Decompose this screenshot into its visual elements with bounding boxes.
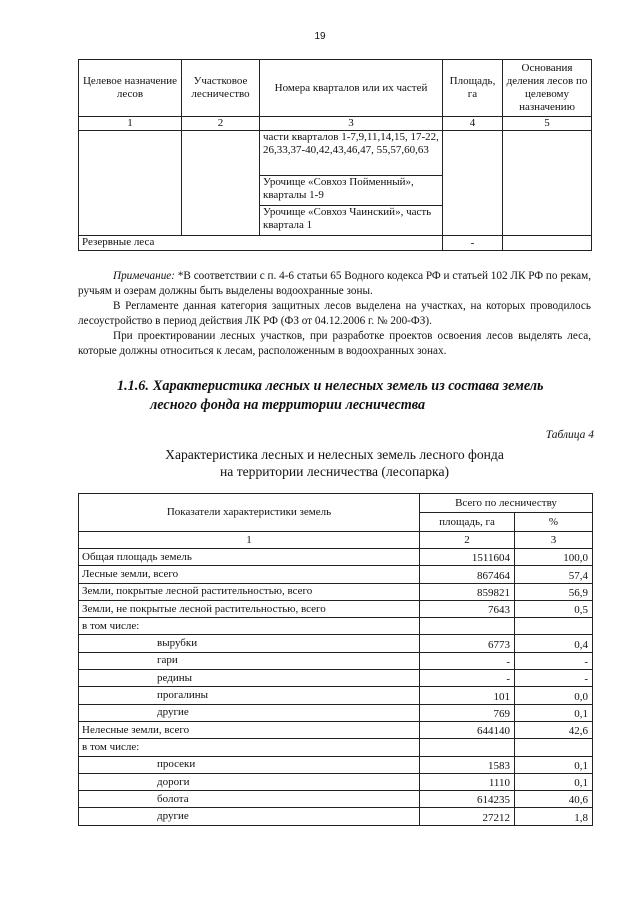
row-percent: - [515,670,593,687]
row-area: - [420,670,515,687]
note-paragraph-2: В Регламенте данная категория защитных лесов выделена на участках, на которых проводилось лесоустройство в период действия ЛК РФ (ФЗ от 04.12.2006 г. № 200-ФЗ). [78,300,591,327]
col-header-area: площадь, га [420,513,515,532]
col-number: 2 [182,117,260,131]
row-percent: 0,1 [515,773,593,790]
row-area [420,739,515,756]
col-number: 2 [420,532,515,549]
col-number: 3 [515,532,593,549]
row-area: 7643 [420,600,515,617]
row-area: 1110 [420,773,515,790]
table-row [79,583,593,600]
row-percent: 56,9 [515,583,593,600]
forest-purpose-table [78,59,592,251]
page-number: 19 [314,31,326,42]
note-label: Примечание: [113,270,175,282]
row-area: 1583 [420,756,515,773]
col-header-total: Всего по лесничеству [420,494,593,513]
table-row [79,635,593,652]
col-number: 4 [443,117,503,131]
land-characteristics-table [78,493,593,826]
row-percent: 0,0 [515,687,593,704]
col-header-purpose: Целевое назначение лесов [79,60,182,117]
table-row [79,687,593,704]
row-area: 867464 [420,566,515,583]
row-area: 6773 [420,635,515,652]
quarters-cell: Урочище «Совхоз Чаинский», часть квартала 1 [260,206,443,236]
row-label: Нелесные земли, всего [79,721,420,738]
row-label: другие [79,808,420,825]
col-header-basis: Основания деления лесов по целевому назначению [503,60,592,117]
empty-cell [503,236,592,251]
row-percent: 0,1 [515,756,593,773]
row-label: болота [79,791,420,808]
row-label: Земли, покрытые лесной растительностью, всего [79,583,420,600]
row-area: 1511604 [420,549,515,566]
row-area: - [420,652,515,669]
row-percent [515,739,593,756]
table-row [79,739,593,756]
row-percent: - [515,652,593,669]
note-paragraph-1: *В соответствии с п. 4-6 статьи 65 Водного кодекса РФ и статьей 102 ЛК РФ по рекам, ручьям и озерам должны быть выделены водоохранные зоны. [78,270,591,297]
col-number: 1 [79,117,182,131]
table-row [79,721,593,738]
empty-cell [182,131,260,236]
table-row [79,652,593,669]
row-percent: 40,6 [515,791,593,808]
section-title-line1: Характеристика лесных и нелесных земель из состава земель [152,378,544,394]
table-row [79,618,593,635]
col-number: 1 [79,532,420,549]
row-percent: 0,1 [515,704,593,721]
row-percent: 0,5 [515,600,593,617]
row-percent: 1,8 [515,808,593,825]
table-row [79,600,593,617]
row-percent: 0,4 [515,635,593,652]
col-header-quarters: Номера кварталов или их частей [260,60,443,117]
row-area: 644140 [420,721,515,738]
col-header-district: Участковое лесничество [182,60,260,117]
note-block [78,269,591,359]
empty-cell [443,131,503,236]
row-area: 614235 [420,791,515,808]
row-percent: 100,0 [515,549,593,566]
table-title-line1: Характеристика лесных и нелесных земель лесного фонда [165,447,504,462]
row-percent: 42,6 [515,721,593,738]
reserve-forests-area: - [443,236,503,251]
row-label: другие [79,704,420,721]
table-row [79,566,593,583]
empty-cell [79,131,182,236]
table-row [79,704,593,721]
table-row [79,756,593,773]
table-row [79,773,593,790]
row-percent: 57,4 [515,566,593,583]
row-area [420,618,515,635]
empty-cell [503,131,592,236]
row-label: редины [79,670,420,687]
row-label: гари [79,652,420,669]
section-number: 1.1.6. [117,378,149,394]
table-title-line2: на территории лесничества (лесопарка) [219,464,450,479]
col-number: 3 [260,117,443,131]
table-row [79,791,593,808]
table-row [79,549,593,566]
section-heading [117,377,597,415]
section-title-line2: лесного фонда на территории лесничества [150,397,426,413]
note-paragraph-3: При проектировании лесных участков, при разработке проектов освоения лесов выделять леса, которые должны относиться к лесам, расположенным в водоохранных зонах. [78,330,591,357]
quarters-cell: Урочище «Совхоз Пойменный», кварталы 1-9 [260,176,443,206]
row-label: дороги [79,773,420,790]
quarters-cell: части кварталов 1-7,9,11,14,15, 17-22, 26,33,37-40,42,43,46,47, 55,57,60,63 [260,131,443,176]
row-area: 769 [420,704,515,721]
row-area: 27212 [420,808,515,825]
row-label: прогалины [79,687,420,704]
row-label: Общая площадь земель [79,549,420,566]
row-label: просеки [79,756,420,773]
col-header-indicator: Показатели характеристики земель [79,494,420,532]
row-area: 101 [420,687,515,704]
row-label: Лесные земли, всего [79,566,420,583]
row-label: вырубки [79,635,420,652]
reserve-forests-label: Резервные леса [79,236,443,251]
col-header-percent: % [515,513,593,532]
col-number: 5 [503,117,592,131]
row-area: 859821 [420,583,515,600]
row-label: в том числе: [79,739,420,756]
row-label: в том числе: [79,618,420,635]
table-title [78,446,591,480]
table-label: Таблица 4 [545,429,594,441]
row-label: Земли, не покрытые лесной растительностью, всего [79,600,420,617]
col-header-area: Площадь, га [443,60,503,117]
table-row [79,670,593,687]
table-row [79,808,593,825]
row-percent [515,618,593,635]
